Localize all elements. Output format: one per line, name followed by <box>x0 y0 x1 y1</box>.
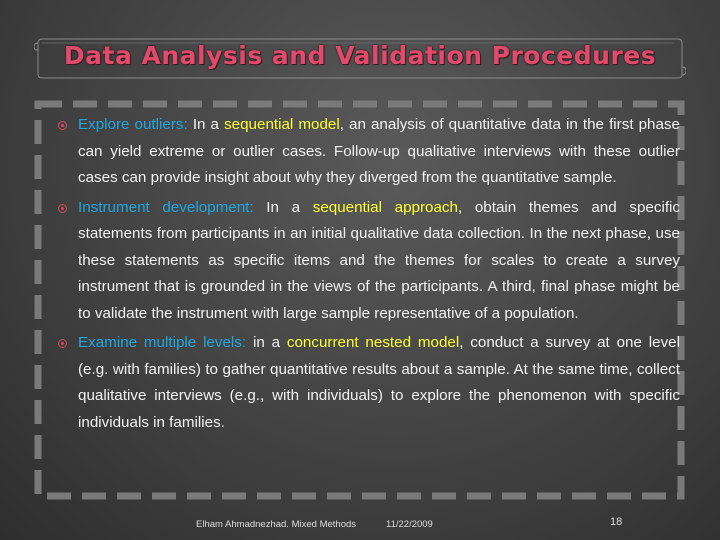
bullet-heading: Instrument development: <box>78 198 254 216</box>
list-item <box>58 112 680 192</box>
bullet-heading: Explore outliers: <box>78 116 188 133</box>
list-item <box>58 330 680 436</box>
circle-bullet-icon <box>58 204 67 213</box>
bullet-highlight: sequential model <box>224 116 340 133</box>
bullet-text: In a <box>253 198 313 216</box>
slide-title: Data Analysis and Validation Procedures <box>63 41 657 70</box>
bullet-text: , an analysis of quantitative data in the first phase can yield extreme or outlier cases. Follow-up qualitative interviews with these outlier cases can provide insight about why they diverged from the quantitative sample. <box>78 116 680 186</box>
bullet-heading: Examine multiple levels: <box>78 334 247 351</box>
title-banner <box>34 37 686 79</box>
bullet-highlight: sequential approach <box>312 198 458 216</box>
circle-bullet-icon <box>58 339 67 348</box>
bullet-text: , obtain themes and specific statements from participants in an initial qualitative data collection. In the next phase, use these statements as specific items and the themes for scales to create a survey instrument that is grounded in the views of the participants. A third, final phase might be to validate the instrument with large sample representative of a population. <box>78 198 681 322</box>
page-number: 18 <box>610 516 623 528</box>
bullet-list <box>58 112 680 439</box>
bullet-highlight: concurrent nested model <box>286 334 460 351</box>
list-item <box>58 195 680 328</box>
bullet-text: In a <box>187 116 225 133</box>
footer-author: Elham Ahmadnezhad. Mixed Methods <box>196 519 357 530</box>
bullet-text: , conduct a survey at one level (e.g. with families) to gather quantitative results about a sample. At the same time, collect qualitative interviews (e.g., with individuals) to explore the phenomenon with specific individuals in families. <box>78 334 680 431</box>
circle-bullet-icon <box>58 121 67 130</box>
bullet-text: in a <box>246 334 287 351</box>
footer-date: 11/22/2009 <box>386 519 433 530</box>
